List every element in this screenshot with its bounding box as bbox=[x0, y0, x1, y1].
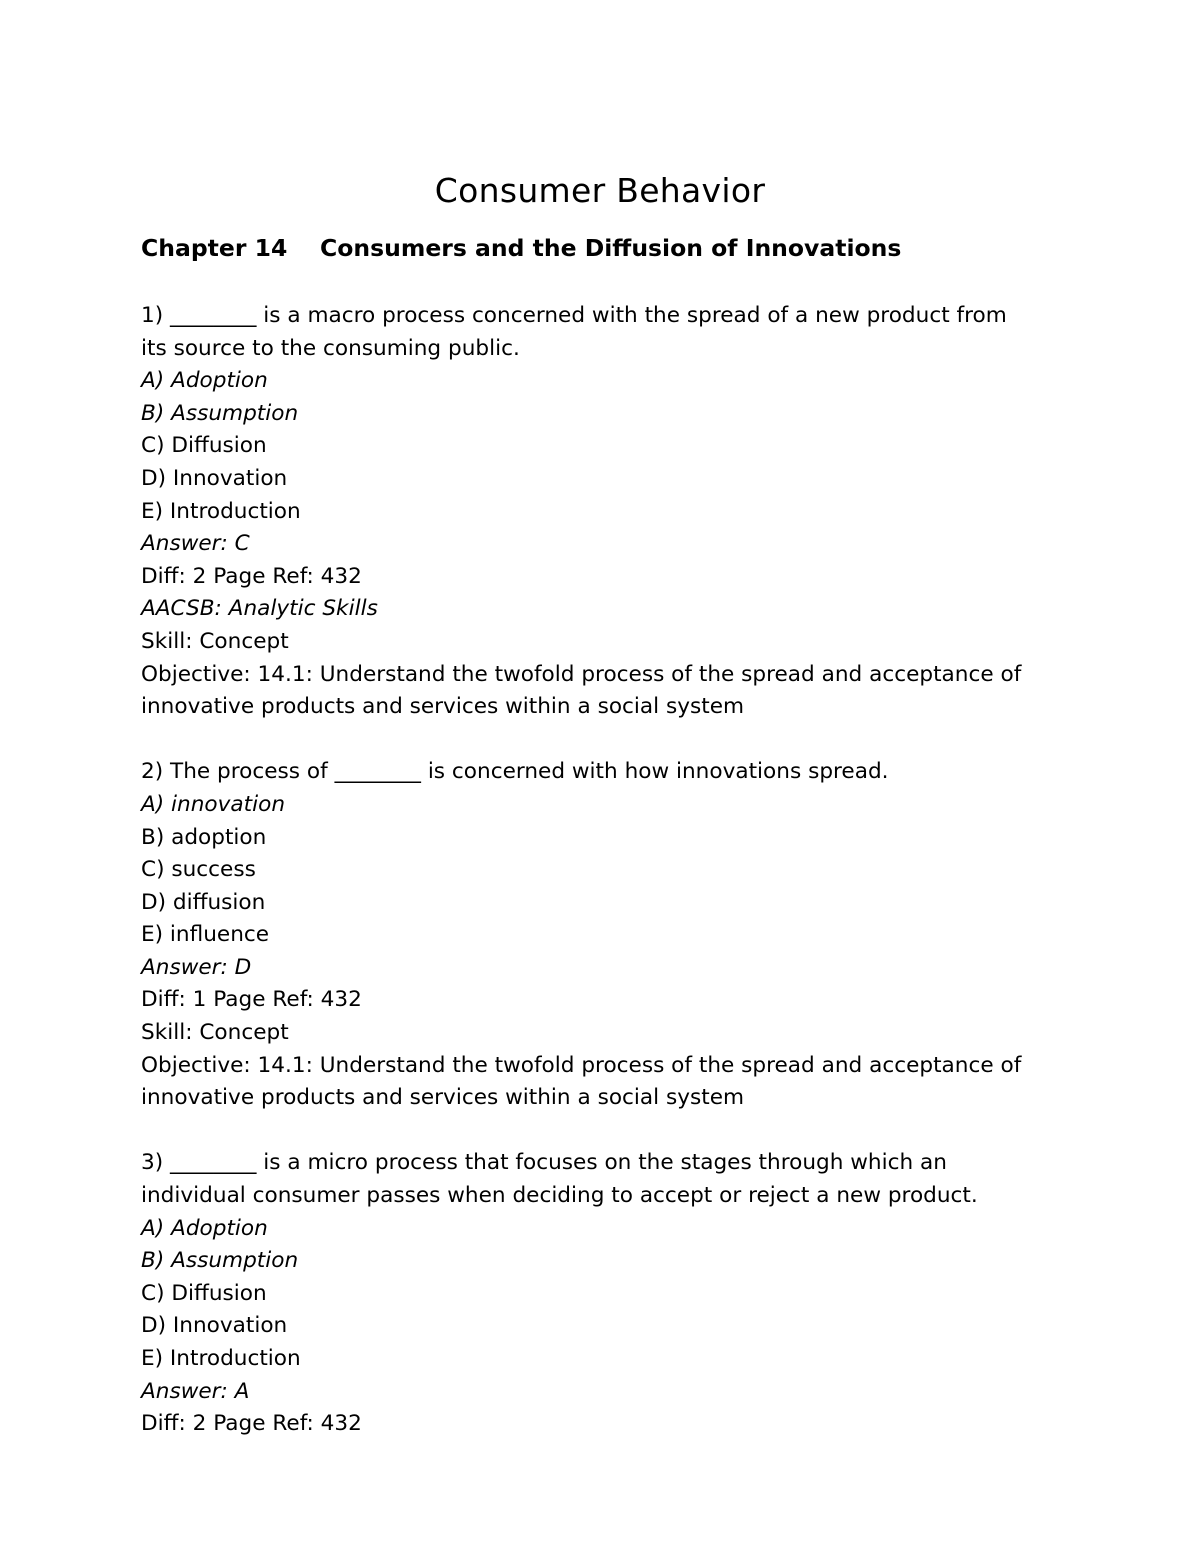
difficulty-line: Diff: 2 Page Ref: 432 bbox=[141, 1411, 362, 1437]
question-item bbox=[141, 300, 1061, 724]
option-b: B) Assumption bbox=[141, 1248, 299, 1274]
option-a: A) innovation bbox=[141, 791, 286, 817]
option-d: D) diffusion bbox=[141, 889, 266, 915]
skill-line: Skill: Concept bbox=[141, 628, 289, 654]
objective-line: Objective: 14.1: Understand the twofold process of the spread and acceptance of bbox=[141, 1052, 1022, 1078]
question-stem-continued: its source to the consuming public. bbox=[141, 335, 520, 361]
difficulty-line: Diff: 1 Page Ref: 432 bbox=[141, 987, 362, 1013]
objective-line: Objective: 14.1: Understand the twofold process of the spread and acceptance of bbox=[141, 661, 1022, 687]
option-b: B) Assumption bbox=[141, 400, 299, 426]
question-stem-continued: individual consumer passes when deciding to accept or reject a new product. bbox=[141, 1183, 978, 1209]
option-e: E) influence bbox=[141, 922, 270, 948]
question-stem: 3) ________ is a micro process that focuses on the stages through which an bbox=[141, 1150, 947, 1176]
question-item bbox=[141, 1147, 1061, 1440]
objective-line-continued: innovative products and services within a social system bbox=[141, 1085, 745, 1111]
difficulty-line: Diff: 2 Page Ref: 432 bbox=[141, 563, 362, 589]
option-a: A) Adoption bbox=[141, 1215, 268, 1241]
option-c: C) Diffusion bbox=[141, 1280, 267, 1306]
option-d: D) Innovation bbox=[141, 1313, 288, 1339]
objective-line-continued: innovative products and services within a social system bbox=[141, 694, 745, 720]
answer-line: Answer: C bbox=[141, 531, 250, 557]
skill-line: Skill: Concept bbox=[141, 1020, 289, 1046]
document-title: Consumer Behavior bbox=[434, 171, 766, 210]
answer-line: Answer: A bbox=[141, 1378, 250, 1404]
question-item bbox=[141, 756, 1061, 1115]
option-a: A) Adoption bbox=[141, 368, 268, 394]
aacsb-line: AACSB: Analytic Skills bbox=[141, 596, 378, 622]
chapter-heading: Chapter 14 Consumers and the Diffusion of Innovations bbox=[141, 234, 902, 262]
question-stem: 2) The process of ________ is concerned with how innovations spread. bbox=[141, 759, 889, 785]
option-c: C) Diffusion bbox=[141, 433, 267, 459]
question-list bbox=[141, 300, 1061, 1473]
answer-line: Answer: D bbox=[141, 954, 252, 980]
option-e: E) Introduction bbox=[141, 498, 301, 524]
option-b: B) adoption bbox=[141, 824, 267, 850]
option-c: C) success bbox=[141, 857, 256, 883]
question-stem: 1) ________ is a macro process concerned with the spread of a new product from bbox=[141, 303, 1007, 328]
option-d: D) Innovation bbox=[141, 465, 288, 491]
option-e: E) Introduction bbox=[141, 1346, 301, 1371]
